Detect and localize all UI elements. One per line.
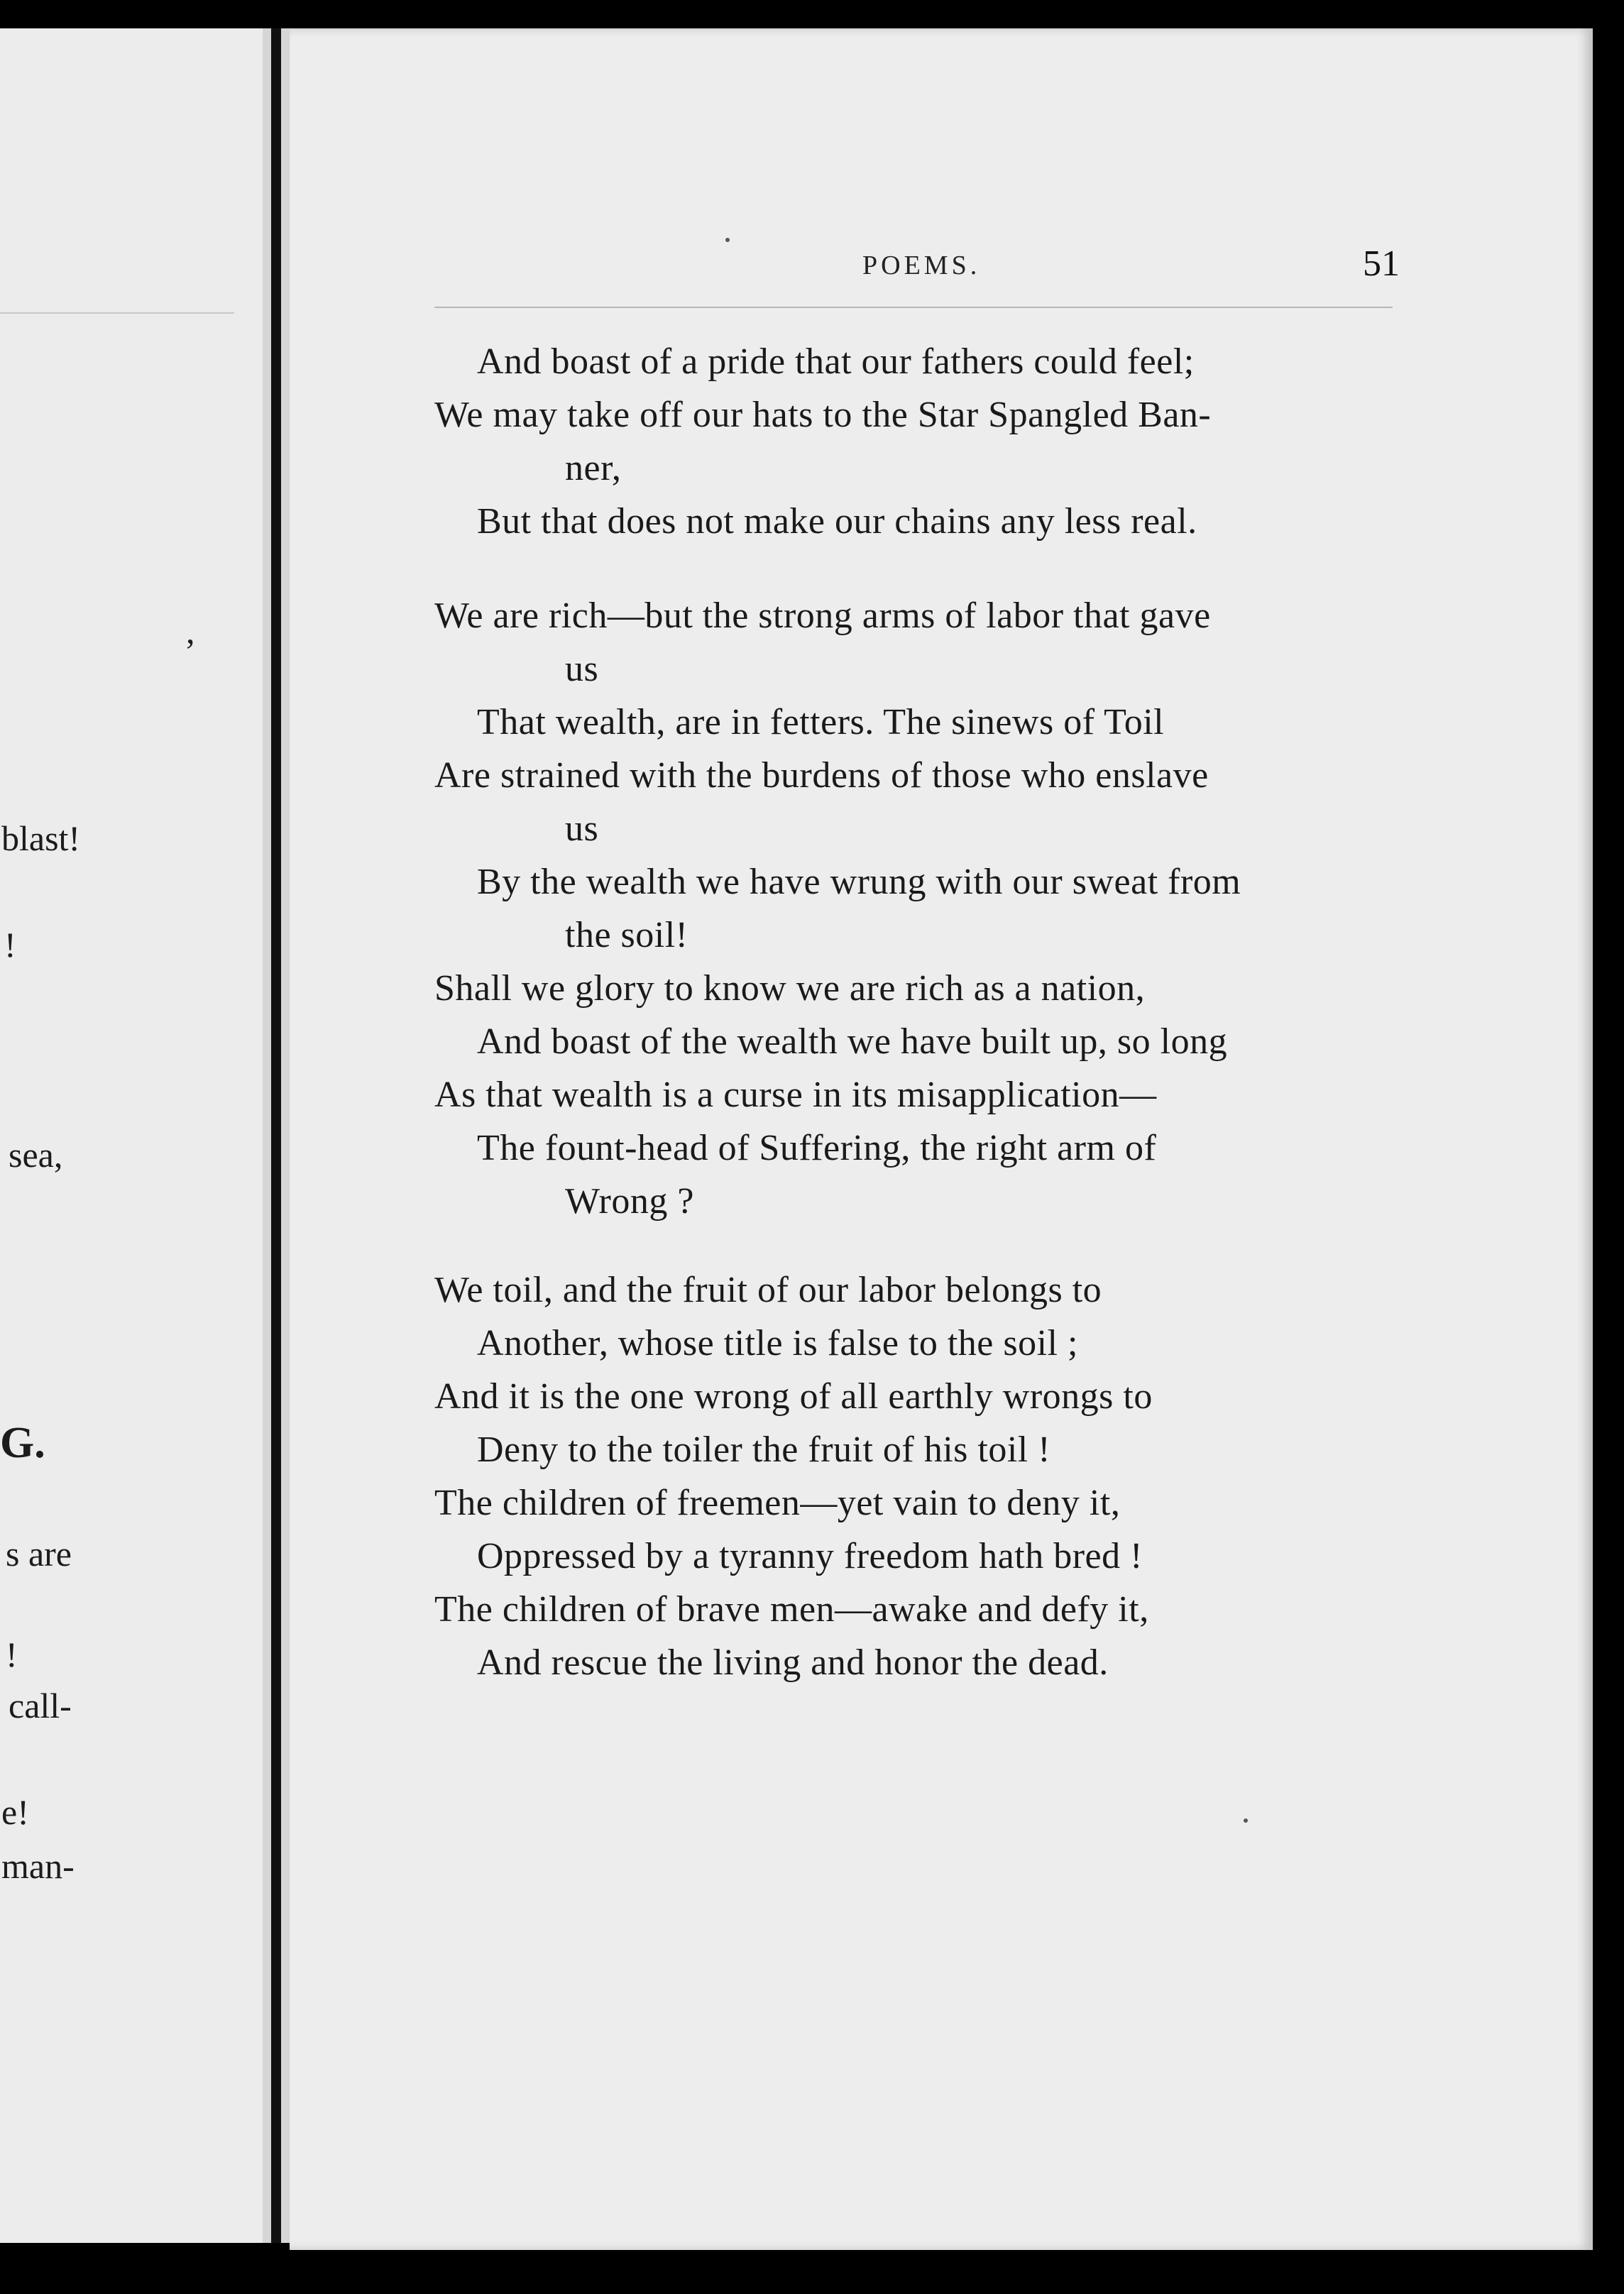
verse-line: That wealth, are in fetters. The sinews of Toil [477,702,1165,742]
left-page-fragment: man- [1,1846,75,1886]
left-page-fragment: G. [0,1419,45,1467]
left-page-fragment: ! [6,1635,18,1674]
verse-line: Oppressed by a tyranny freedom hath bred ! [477,1536,1143,1576]
verse-line: And rescue the living and honor the dead. [477,1642,1109,1683]
verse-line: And boast of a pride that our fathers could feel; [477,341,1195,382]
verse-line: Shall we glory to know we are rich as a nation, [434,968,1146,1009]
verse-line: The fount-head of Suffering, the right arm of [477,1128,1157,1168]
left-page-fragment: ! [4,925,16,965]
verse-line: us [565,649,599,689]
left-facing-page [0,28,263,2243]
verse-line: us [565,808,599,849]
left-page-fragment: call- [9,1686,72,1725]
verse-line: Another, whose title is false to the soil ; [477,1323,1078,1363]
left-page-fragment: s are [6,1534,72,1574]
verse-line: ner, [565,448,622,488]
verse-line: We are rich—but the strong arms of labor that gave [434,596,1211,636]
paper-speck [725,238,730,242]
left-page-fragment: , [186,611,195,651]
page-number: 51 [1363,243,1400,284]
verse-line: the soil! [565,915,688,955]
paper-speck [1244,1818,1248,1823]
left-page-fragment: blast! [1,818,81,858]
binding-thread [271,28,281,2243]
verse-line: The children of brave men—awake and defy it, [434,1589,1149,1630]
verse-line: But that does not make our chains any less real. [477,501,1197,542]
running-head: POEMS. [862,251,981,280]
verse-line: As that wealth is a curse in its misapplication— [434,1075,1157,1115]
verse-line: We toil, and the fruit of our labor belongs to [434,1270,1102,1310]
header-rule [434,307,1393,308]
verse-line: By the wealth we have wrung with our sweat from [477,862,1241,902]
verse-line: The children of freemen—yet vain to deny it, [434,1483,1121,1523]
verse-line: Deny to the toiler the fruit of his toil ! [477,1429,1051,1470]
left-page-fragment: sea, [9,1135,63,1175]
verse-line: And it is the one wrong of all earthly wrongs to [434,1376,1153,1417]
left-page-fragment: e! [1,1792,29,1832]
left-page-rule [0,312,234,314]
verse-line: And boast of the wealth we have built up, so long [477,1021,1228,1062]
verse-line: Wrong ? [565,1181,694,1222]
verse-line: Are strained with the burdens of those who enslave [434,755,1209,796]
verse-line: We may take off our hats to the Star Spangled Ban- [434,395,1212,435]
